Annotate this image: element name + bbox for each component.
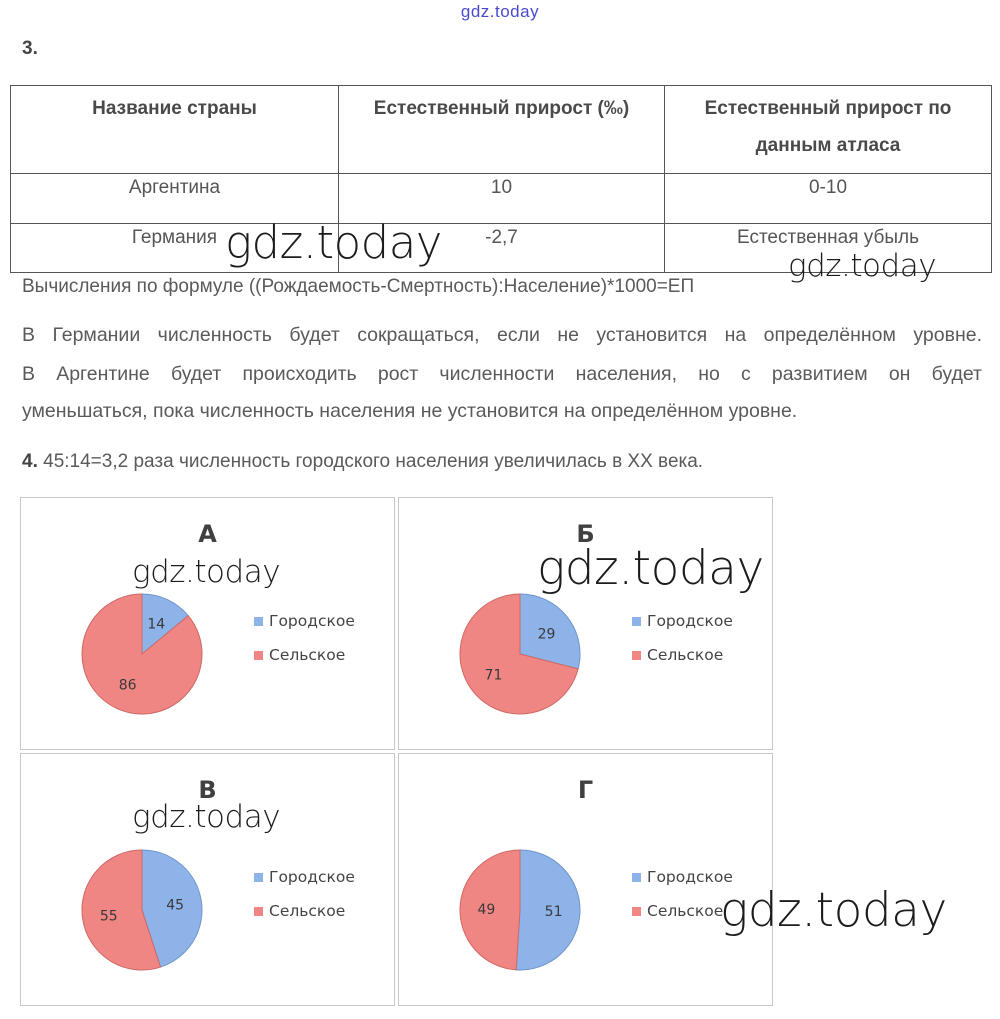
watermark: gdz.today [225, 216, 442, 269]
legend-swatch-urban [632, 617, 641, 626]
paragraph-line-3: уменьшаться, пока численность населения не установится на определённом уровне. [22, 400, 798, 422]
legend-label-rural: Сельское [269, 646, 346, 664]
task-4-text: 45:14=3,2 раза численность городского населения увеличилась в XX века. [43, 451, 704, 472]
cell-growth: -2,7 [339, 224, 665, 273]
pie-label-urban: 45 [166, 897, 185, 914]
header-growth: Естественный прирост (‰) [339, 86, 665, 174]
legend-item-rural [632, 894, 733, 928]
watermark: gdz.today [132, 799, 281, 835]
legend-swatch-rural [632, 907, 641, 916]
header-atlas-growth: Естественный прирост по данным атласа [665, 86, 992, 174]
legend-swatch-rural [254, 651, 263, 660]
legend-item-rural [254, 894, 355, 928]
pie-chart-g [398, 753, 773, 1006]
legend-item-rural [254, 638, 355, 672]
watermark: gdz.today [537, 541, 764, 596]
pie-chart-b [398, 497, 773, 750]
legend-item-rural [632, 638, 733, 672]
natural-growth-table [10, 85, 992, 273]
chart-title: Г [577, 776, 594, 804]
legend-swatch-rural [254, 907, 263, 916]
cell-country: Аргентина [11, 174, 339, 224]
legend-label-rural: Сельское [647, 646, 724, 664]
chart-title: А [198, 520, 217, 548]
cell-atlas: 0-10 [665, 174, 992, 224]
chart-title: В [198, 776, 217, 804]
legend-label-urban: Городское [647, 612, 733, 630]
pie-label-urban: 51 [544, 904, 563, 921]
watermark: gdz.today [720, 883, 947, 938]
chart-legend [632, 604, 733, 672]
formula-text: Вычисления по формуле ((Рождаемость-Смертность):Население)*1000=ЕП [22, 276, 695, 297]
pie-label-urban: 14 [147, 616, 166, 633]
task-4-line [22, 451, 982, 473]
task-4-number: 4. [22, 451, 38, 472]
top-watermark: gdz.today [460, 2, 540, 21]
legend-item-urban [254, 604, 355, 638]
legend-item-urban [632, 604, 733, 638]
task-3-number: 3. [22, 38, 38, 59]
pie-label-urban: 29 [537, 626, 556, 643]
paragraph-line-2: В Аргентине будет происходить рост численности населения, но с развитием он будет [22, 363, 982, 385]
legend-swatch-urban [254, 873, 263, 882]
pie-label-rural: 71 [484, 667, 503, 684]
legend-label-rural: Сельское [269, 902, 346, 920]
chart-title: Б [576, 520, 595, 548]
header-country: Название страны [11, 86, 339, 174]
pie-label-rural: 55 [99, 908, 118, 925]
cell-growth: 10 [339, 174, 665, 224]
pie-chart-v [20, 753, 395, 1006]
pie-label-rural: 49 [477, 901, 496, 918]
legend-swatch-rural [632, 651, 641, 660]
pie-chart-a [20, 497, 395, 750]
cell-country: Германия [11, 224, 339, 273]
legend-swatch-urban [632, 873, 641, 882]
watermark: gdz.today [132, 554, 281, 590]
table-row [11, 174, 992, 224]
legend-item-urban [632, 860, 733, 894]
chart-legend [254, 860, 355, 928]
pie-label-rural: 86 [118, 677, 137, 694]
watermark: gdz.today [788, 248, 937, 284]
legend-swatch-urban [254, 617, 263, 626]
legend-label-urban: Городское [647, 868, 733, 886]
legend-item-urban [254, 860, 355, 894]
chart-legend [632, 860, 733, 928]
legend-label-urban: Городское [269, 868, 355, 886]
legend-label-rural: Сельское [647, 902, 724, 920]
chart-legend [254, 604, 355, 672]
legend-label-urban: Городское [269, 612, 355, 630]
cell-atlas: Естественная убыль [665, 224, 992, 273]
table-header-row [11, 86, 992, 174]
paragraph-line-1: В Германии численность будет сокращаться, если не установится на определённом уровне. [22, 324, 982, 346]
